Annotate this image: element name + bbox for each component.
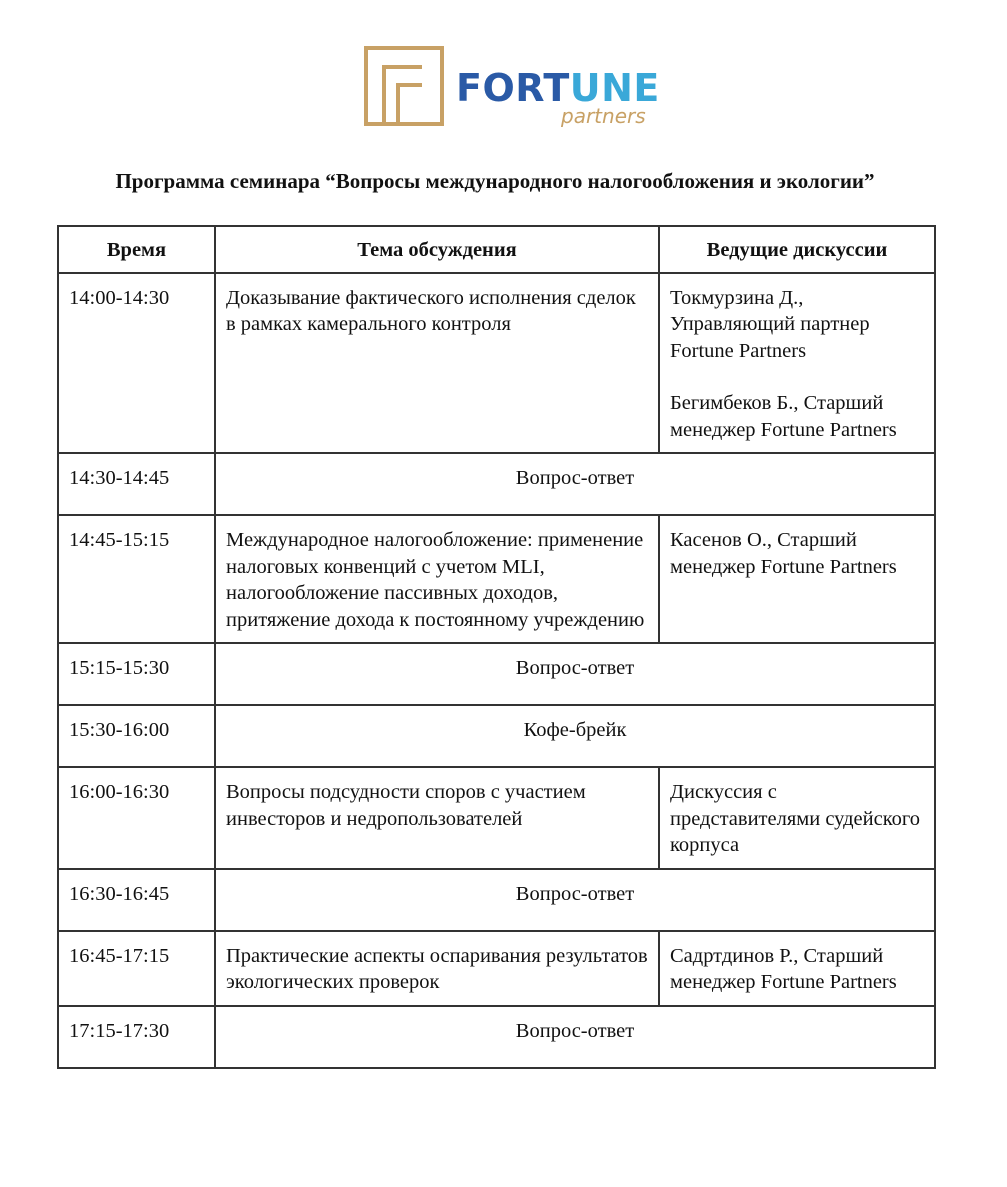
hosts-cell [659,931,935,1006]
program-table [57,225,936,1069]
hosts-cell [659,767,935,869]
header-hosts: Ведущие дискуссии [659,226,935,273]
table-row [58,931,935,1006]
table-header-row [58,226,935,273]
host-entry: Бегимбеков Б., Старший менеджер Fortune Partners [670,392,897,441]
coffee-break-cell: Кофе-брейк [215,705,935,767]
document-title: Программа семинара “Вопросы международного налогообложения и экологии” [115,169,875,193]
host-entry: Токмурзина Д., Управляющий партнер Fortune Partners [670,286,870,362]
topic-cell: Практические аспекты оспаривания результатов экологических проверок [215,931,659,1006]
header-time: Время [58,226,215,273]
hosts-cell [659,273,935,454]
hosts-cell [659,515,935,643]
host-entry: Дискуссия с представителями судейского корпуса [670,781,921,856]
table-row [58,767,935,869]
time-cell: 16:45-17:15 [58,931,215,1006]
table-row [58,453,935,515]
break-cell: Вопрос-ответ [215,869,935,931]
table-row [58,1006,935,1068]
logo-mark-icon [364,45,448,129]
table-row [58,515,935,643]
logo-subtitle: partners [561,104,646,128]
break-cell: Вопрос-ответ [215,453,935,515]
topic-cell: Вопросы подсудности споров с участием инвесторов и недропользователей [215,767,659,869]
topic-cell: Доказывание фактического исполнения сделок в рамках камерального контроля [215,273,659,454]
company-logo [364,45,664,129]
table-row [58,273,935,454]
table-row [58,705,935,767]
host-entry: Касенов О., Старший менеджер Fortune Partners [670,529,897,578]
time-cell: 16:00-16:30 [58,767,215,869]
break-cell: Вопрос-ответ [215,643,935,705]
table-row [58,643,935,705]
topic-cell: Международное налогообложение: применение налоговых конвенций с учетом MLI, налогообложение пассивных доходов, притяжение дохода к постоянному учреждению [215,515,659,643]
host-entry: Садртдинов Р., Старший менеджер Fortune Partners [670,944,897,993]
logo-wordmark [456,66,660,110]
time-cell: 16:30-16:45 [58,869,215,931]
time-cell: 14:45-15:15 [58,515,215,643]
break-cell: Вопрос-ответ [215,1006,935,1068]
time-cell: 15:30-16:00 [58,705,215,767]
time-cell: 14:30-14:45 [58,453,215,515]
table-row [58,869,935,931]
time-cell: 14:00-14:30 [58,273,215,454]
logo-word-part1: FORT [456,66,570,110]
time-cell: 17:15-17:30 [58,1006,215,1068]
logo-word-part2: UNE [569,66,660,110]
time-cell: 15:15-15:30 [58,643,215,705]
header-topic: Тема обсуждения [215,226,659,273]
